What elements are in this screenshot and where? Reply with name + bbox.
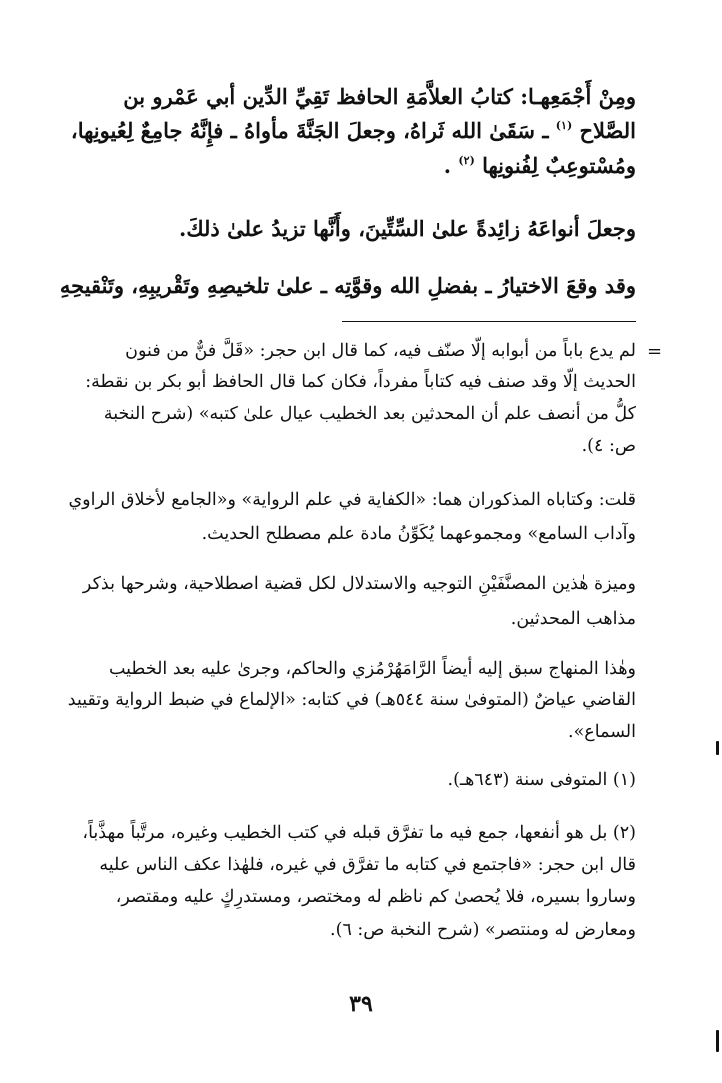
page-number: ٣٩	[349, 991, 373, 1017]
footnote-continuation-line: كلُّ من أنصف علم أن المحدثين بعد الخطيب عيال علىٰ كتبه» (شرح النخبة	[103, 404, 636, 424]
footnote-continuation-line: ص: ٤).	[581, 436, 636, 456]
footnote-ref-1: (١)	[555, 119, 573, 132]
main-text-line-3-period: .	[443, 153, 452, 178]
main-text-line-3	[444, 155, 636, 176]
footnote-2-line: (٢) بل هو أنفعها، جمع فيه ما تفرَّق قبله في كتب الخطيب وغيره، مرتَّباً مهذَّباً،	[82, 823, 636, 843]
footnote-paragraph-line: وميزة هٰذين المصنَّفَيْنِ التوجيه والاستدلال لكل قضية اصطلاحية، وشرحها بذكر	[82, 574, 636, 594]
footnote-1: (١) المتوفى سنة (٦٤٣هـ).	[447, 770, 636, 790]
footnote-2-line: وساروا بسيره، فلا يُحصىٰ كم ناظم له ومختصر، ومستدرِكٍ عليه ومقتصر،	[115, 887, 636, 907]
footnote-paragraph-line: مذاهب المحدثين.	[510, 609, 636, 629]
main-text-line-1: ومِنْ أَجْمَعِهـا: كتابُ العلاَّمَةِ الحافظ تَقِيِّ الدِّين أبي عَمْرو بن	[123, 84, 636, 109]
footnote-paragraph-line: السماع».	[568, 722, 636, 742]
footnote-ref-2: (٢)	[458, 154, 475, 167]
footnote-continuation-line: لم يدع باباً من أبوابه إلّا صنّف فيه، كما قال ابن حجر: «قَلَّ فنٌّ من فنون	[125, 341, 636, 361]
footnote-paragraph-line: قلت: وكتاباه المذكوران هما: «الكفاية في علم الرواية» و«الجامع لأخلاق الراوي	[68, 490, 636, 510]
footnote-paragraph-line: وهٰذا المنهاج سبق إليه أيضاً الرَّامَهُرْمُزي والحاكم، وجرىٰ عليه بعد الخطيب	[108, 659, 636, 679]
main-text-line-3-text: ومُسْتوعِبٌ لِفُنونِها	[482, 153, 636, 178]
main-text-line-2-rest: ـ سَقَىٰ الله ثَراهُ، وجعلَ الجَنَّةَ مأواهُ ـ فإِنَّهُ جامِعٌ لِعُيونِها،	[70, 118, 549, 143]
footnote-2-line: قال ابن حجر: «فاجتمع في كتابه ما تفرَّق في غيره، فلهٰذا عكف الناس عليه	[99, 855, 636, 875]
main-text-line-5: وقد وقعَ الاختيارُ ـ بفضلِ الله وقوَّتِه ـ علىٰ تلخيصِهِ وتَقْريبِهِ، وتَنْقيحِهِ	[59, 273, 636, 298]
main-text-line-4: وجعلَ أنواعَهُ زائِدةً علىٰ السِّتِّينَ، وأَنَّها تزيدُ علىٰ ذلكَ.	[179, 216, 636, 241]
main-text-line-2-start: الصَّلاح	[579, 118, 636, 143]
footnote-2-line: ومعارض له ومنتصر» (شرح النخبة ص: ٦).	[330, 920, 636, 940]
footnote-paragraph-line: القاضي عياضٌ (المتوفىٰ سنة ٥٤٤هـ) في كتابه: «الإلماع في ضبط الرواية وتقييد	[67, 690, 636, 710]
continuation-marker: =	[647, 341, 663, 362]
scan-edge-mark	[716, 741, 719, 755]
footnote-paragraph-line: وآداب السامع» ومجموعهما يُكَوِّنُ مادة علم مصطلح الحديث.	[201, 524, 636, 544]
main-text-line-2	[71, 120, 636, 141]
scan-edge-mark	[716, 1030, 719, 1052]
footnote-continuation-line: الحديث إلّا وقد صنف فيه كتاباً مفرداً، فكان كما قال الحافظ أبو بكر بن نقطة:	[85, 372, 636, 392]
footnote-separator	[342, 321, 636, 322]
